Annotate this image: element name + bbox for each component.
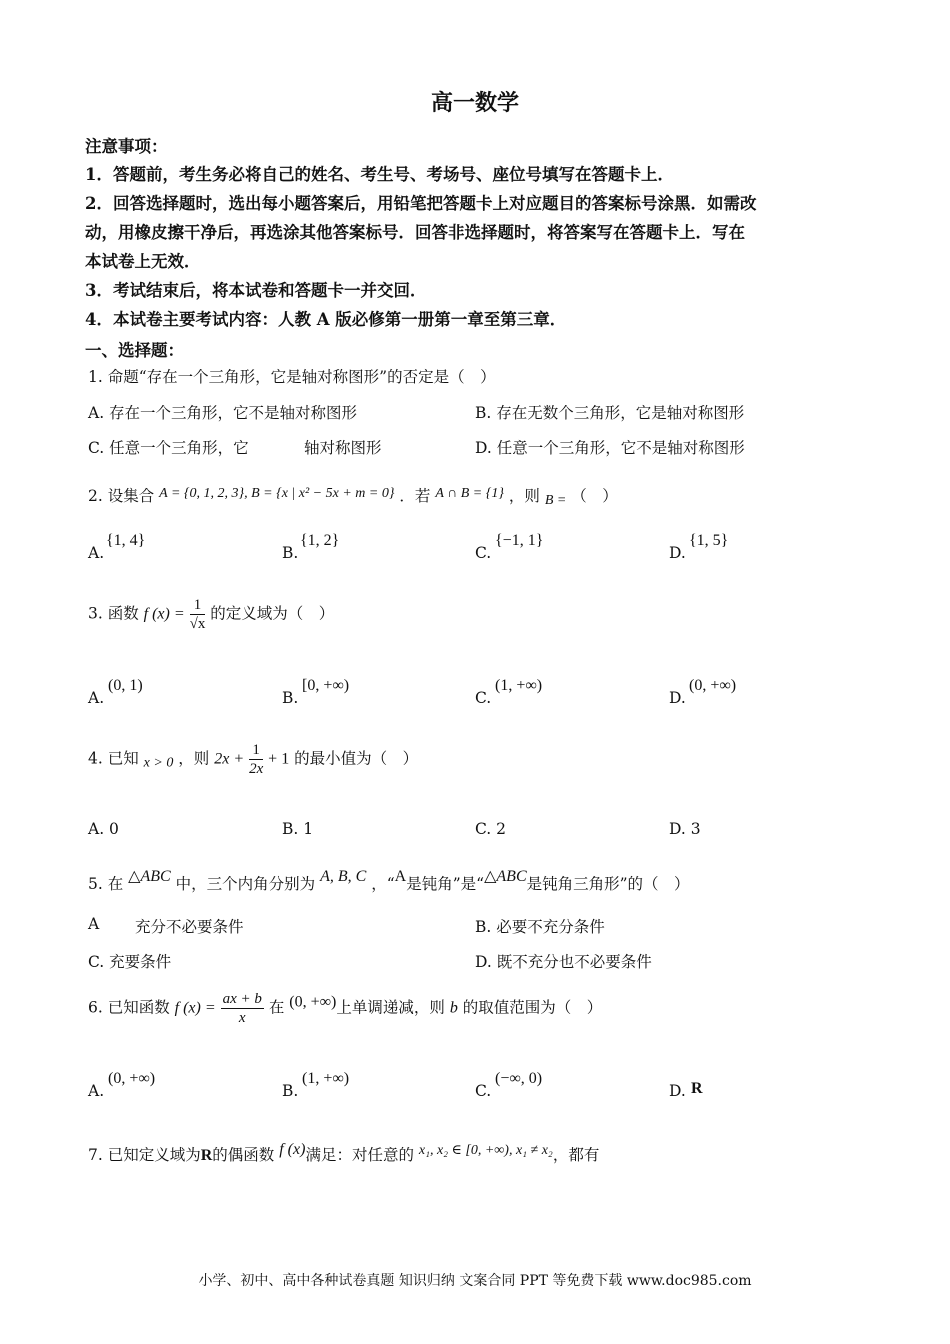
q4-numerator: 1: [249, 741, 263, 760]
q7-mid-1: 的偶函数: [212, 1146, 275, 1164]
q6-option-b: (1, +∞): [302, 1070, 350, 1087]
q3-denominator: √x: [189, 616, 206, 632]
q6-option-c: (−∞, 0): [495, 1070, 543, 1087]
q2-post: ，则: [508, 487, 540, 505]
q3-option-c: (1, +∞): [495, 677, 543, 694]
q4-fraction: [249, 741, 263, 778]
q3-option-a-label: A.: [88, 689, 105, 707]
notice-item-4: 4．本试卷主要考试内容：人教 A 版必修第一册第一章至第三章．: [85, 310, 567, 329]
notice-item-3: 3．考试结束后，将本试卷和答题卡一并交回．: [85, 281, 427, 300]
q7-real-set: R: [200, 1147, 213, 1164]
q6-denominator: x: [238, 1010, 246, 1026]
q3-numerator: 1: [190, 596, 206, 615]
q1-option-c-part-1: C. 任意一个三角形，它: [88, 439, 249, 457]
notice-heading: 注意事项：: [85, 137, 168, 156]
q4-condition: x > 0: [143, 755, 174, 771]
q7-mid-2: 满足：对任意的: [305, 1146, 414, 1164]
q6-stem: [88, 990, 602, 1027]
q6-option-a-label: A.: [88, 1082, 105, 1100]
q2-stem: [88, 484, 618, 509]
q7-post: ，都有: [552, 1146, 600, 1164]
q5-mid-1: 中，三个内角分别为: [175, 875, 316, 893]
q5-triangle-2: △ABC: [484, 868, 527, 885]
q6-option-a: (0, +∞): [108, 1070, 156, 1087]
q2-set-definitions: A = {0, 1, 2, 3}, B = {x | x² − 5x + m = 0}: [159, 486, 395, 501]
q2-option-b: {1, 2}: [300, 532, 340, 549]
q2-mid: ．若: [399, 487, 431, 505]
q2-pre: 2. 设集合: [88, 487, 155, 505]
q4-mid: ，则: [178, 749, 210, 768]
q7-function: f (x): [279, 1141, 306, 1158]
q2-option-a: {1, 4}: [106, 532, 146, 549]
q4-option-c: C. 2: [475, 820, 507, 838]
q4-pre: 4. 已知: [88, 749, 139, 768]
q5-pre: 5. 在: [88, 875, 124, 893]
q6-mid-2: 上单调递减，则: [336, 998, 445, 1017]
q4-option-b: B. 1: [282, 820, 314, 838]
q2-ask: B =: [544, 493, 567, 508]
q6-option-d-label: D.: [669, 1082, 686, 1100]
q5-option-a: 充分不必要条件: [135, 918, 244, 936]
q1-option-d: D. 任意一个三角形，它不是轴对称图形: [475, 439, 745, 457]
q4-option-a: A. 0: [88, 820, 119, 838]
notice-item-1: 1．答题前，考生务必将自己的姓名、考生号、考场号、座位号填写在答题卡上．: [85, 165, 674, 184]
q5-option-d: D. 既不充分也不必要条件: [475, 953, 652, 971]
q3-post: 的定义域为（ ）: [210, 604, 335, 623]
q2-option-d: {1, 5}: [689, 532, 729, 549]
q2-option-d-label: D.: [669, 544, 686, 562]
notice-item-2-line-3: 本试卷上无效．: [85, 252, 201, 271]
q5-option-a-label: A: [88, 915, 100, 933]
q3-option-b: [0, +∞): [302, 677, 350, 694]
q2-option-a-label: A.: [88, 544, 105, 562]
q6-post: 的取值范围为（ ）: [462, 998, 603, 1017]
q6-mid-1: 在: [268, 998, 285, 1017]
q5-triangle-1: △ABC: [128, 868, 171, 885]
q2-condition: A ∩ B = {1}: [435, 486, 504, 501]
q5-stem: [88, 866, 690, 894]
q5-mid-3: 是钝角”是“: [406, 875, 485, 893]
q3-option-c-label: C.: [475, 689, 492, 707]
q3-option-d-label: D.: [669, 689, 686, 707]
notice-item-2-line-1: 2．回答选择题时，选出每小题答案后，用铅笔把答题卡上对应题目的答案标号涂黑．如需改: [85, 194, 757, 213]
q2-option-c: {−1, 1}: [495, 532, 544, 549]
page-title: 高一数学: [430, 90, 519, 116]
q3-option-a: (0, 1): [108, 677, 143, 694]
q4-denominator: 2x: [249, 761, 264, 777]
q5-option-b: B. 必要不充分条件: [475, 918, 605, 936]
page-footer: 小学、初中、高中各种试卷真题 知识归纳 文案合同 PPT 等免费下载 www.doc985.com: [198, 1273, 752, 1289]
q5-post: 是钝角三角形”的（ ）: [526, 875, 690, 893]
q4-post: 的最小值为（ ）: [294, 749, 419, 768]
section-heading: 一、选择题：: [85, 341, 184, 360]
q6-pre: 6. 已知函数: [88, 998, 170, 1017]
q5-angle-a: A: [394, 868, 407, 885]
q4-expr-b: + 1: [268, 750, 290, 768]
q7-condition: x₁, x₂ ∈ [0, +∞), x₁ ≠ x₂: [418, 1143, 553, 1158]
q5-angles: A, B, C: [320, 868, 367, 885]
q4-expr-a: 2x +: [214, 750, 245, 768]
q1-option-b: B. 存在无数个三角形，它是轴对称图形: [475, 404, 745, 422]
q2-paren: （ ）: [571, 487, 618, 505]
q1-option-a: A. 存在一个三角形，它不是轴对称图形: [88, 404, 358, 422]
q6-numerator: ax + b: [222, 991, 262, 1007]
q4-option-d: D. 3: [669, 820, 701, 838]
q6-fraction: [221, 990, 264, 1027]
q5-mid-2: ，“: [371, 875, 395, 893]
notice-item-2-line-2: 动，用橡皮擦干净后，再选涂其他答案标号．回答非选择题时，将答案写在答题卡上．写在: [85, 223, 745, 242]
q4-stem: [88, 741, 418, 778]
q1-option-c-part-2: 轴对称图形: [304, 439, 382, 457]
q6-variable: b: [449, 999, 458, 1017]
q6-interval: (0, +∞): [289, 993, 337, 1011]
q3-lhs: f (x) =: [143, 605, 185, 623]
q2-option-c-label: C.: [475, 544, 492, 562]
q3-option-b-label: B.: [282, 689, 299, 707]
q1-stem: 1. 命题“存在一个三角形，它是轴对称图形”的否定是（ ）: [88, 368, 496, 386]
q3-option-d: (0, +∞): [689, 677, 737, 694]
q6-option-d: R: [691, 1080, 703, 1097]
q7-pre: 7. 已知定义域为: [88, 1146, 201, 1164]
q6-option-b-label: B.: [282, 1082, 299, 1100]
q3-pre: 3. 函数: [88, 604, 139, 623]
q6-option-c-label: C.: [475, 1082, 492, 1100]
q6-lhs: f (x) =: [174, 999, 216, 1017]
q5-option-c: C. 充要条件: [88, 953, 172, 971]
q3-stem: [88, 596, 334, 633]
q2-option-b-label: B.: [282, 544, 299, 562]
q7-stem: [88, 1141, 599, 1165]
q3-fraction: [190, 596, 206, 633]
